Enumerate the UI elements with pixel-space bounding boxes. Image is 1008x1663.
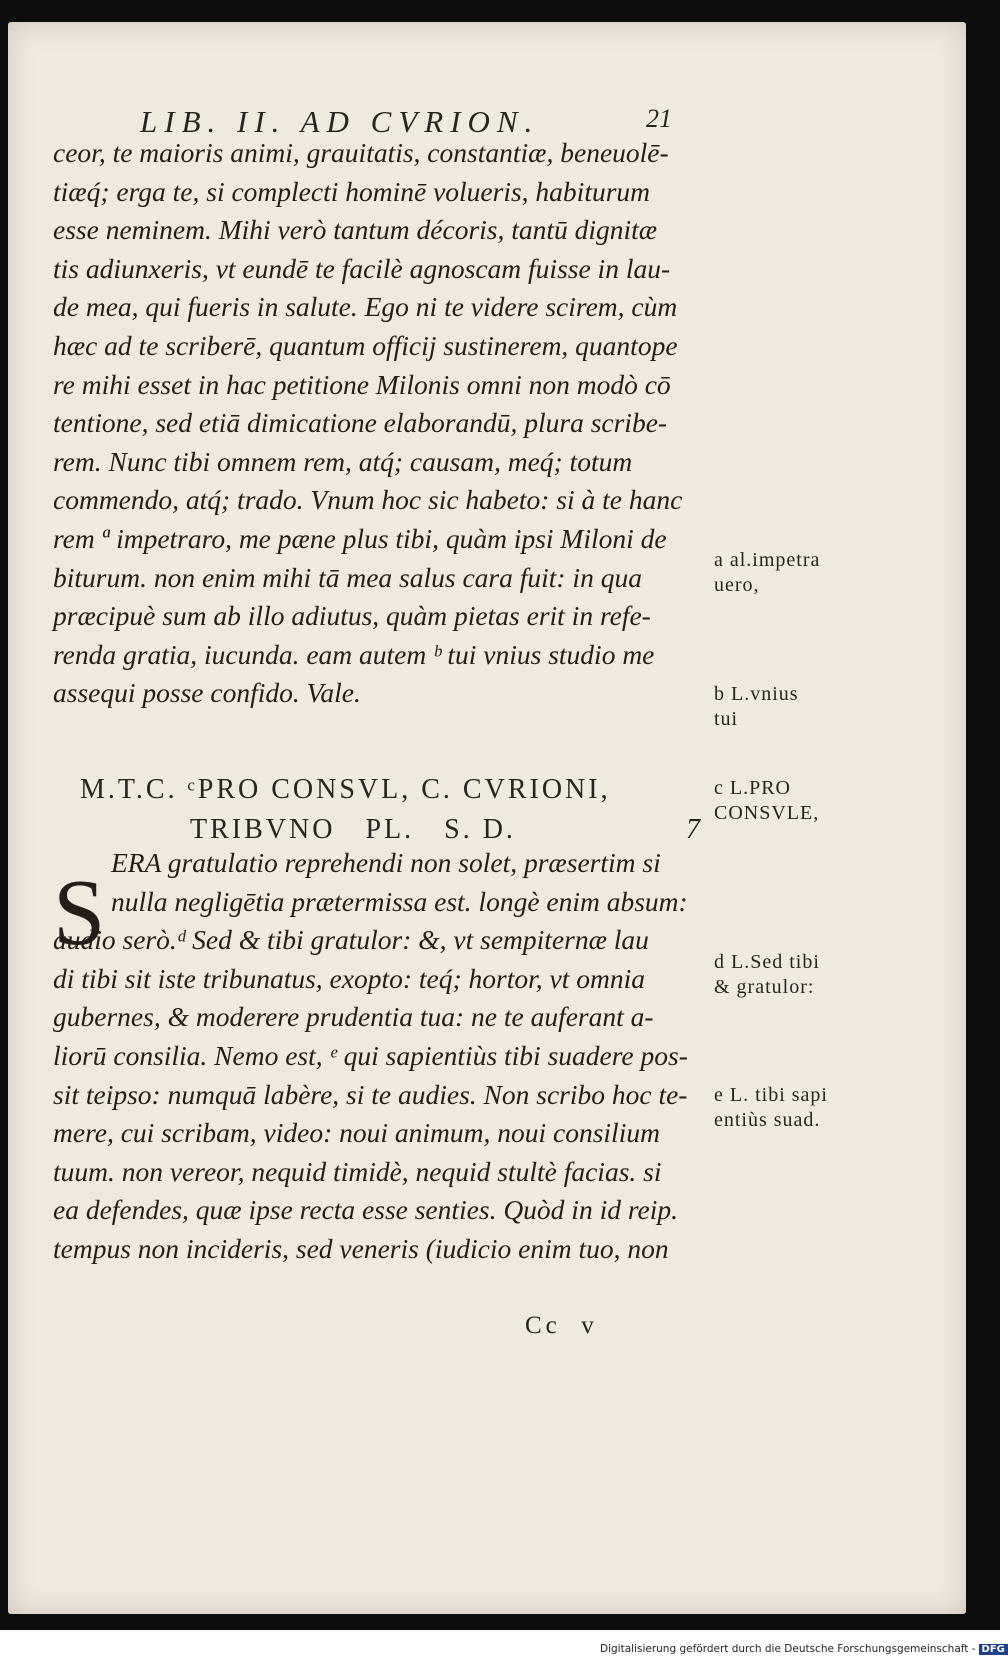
dfg-logo: DFG — [979, 1644, 1008, 1655]
letter-2-text — [53, 844, 703, 1269]
text-line: assequi posse confido. Vale. — [53, 677, 361, 709]
text-line: tempus non incideris, sed veneris (iudicio enim tuo, non — [53, 1232, 669, 1264]
text-line: rem ª impetraro, me pæne plus tibi, quàm ipsi Miloni de — [53, 522, 667, 554]
digitization-footer — [600, 1643, 1005, 1659]
margin-note-line: uero, — [714, 574, 760, 596]
margin-note-line: b L.vnius — [714, 683, 799, 705]
heading-line-2: TRIBVNO PL. S. D. — [190, 814, 516, 845]
margin-note-e — [714, 1083, 874, 1133]
letter-1-text — [53, 134, 703, 713]
text-line: re mihi esset in hac petitione Milonis omni non modò cō — [53, 368, 671, 400]
margin-note-line: entiùs suad. — [714, 1109, 821, 1131]
margin-note-line: CONSVLE, — [714, 802, 820, 824]
margin-note-line: c L.PRO — [714, 777, 791, 799]
margin-note-d — [714, 950, 874, 1000]
text-line: mere, cui scribam, video: noui animum, noui consilium — [53, 1117, 660, 1149]
margin-note-line: & gratulor: — [714, 976, 815, 998]
text-line: di tibi sit iste tribunatus, exopto: teq́; hortor, vt omnia — [53, 962, 645, 994]
page-number: 21 — [646, 104, 672, 133]
margin-note-line: a al.impetra — [714, 549, 821, 571]
text-line: audio serò.ᵈ Sed & tibi gratulor: &, vt sempiternæ lau — [53, 924, 649, 956]
text-line: tis adiunxeris, vt eundē te facilè agnoscam fuisse in lau- — [53, 252, 671, 284]
footer-text: Digitalisierung gefördert durch die Deutsche Forschungsgemeinschaft - — [600, 1643, 976, 1655]
text-line: ERA gratulatio reprehendi non solet, præsertim si — [111, 847, 661, 878]
text-line: tentione, sed etiā dimicatione elaborandū, plura scribe- — [53, 407, 668, 439]
text-line: nulla negligētia prætermissa est. longè enim absum: — [111, 885, 688, 917]
letter-heading — [80, 770, 700, 850]
text-line: ea defendes, quæ ipse recta esse senties. Quòd in id reip. — [53, 1194, 678, 1226]
drop-cap: S — [53, 861, 106, 965]
margin-note-line: d L.Sed tibi — [714, 951, 820, 973]
text-line: esse neminem. Mihi verò tantum décoris, tantū dignitæ — [53, 214, 658, 246]
text-line: biturum. non enim mihi tā mea salus cara fuit: in qua — [53, 561, 642, 593]
text-line: tuum. non vereor, nequid timidè, nequid stultè facias. si — [53, 1155, 662, 1187]
text-line: renda gratia, iucunda. eam autem ᵇ tui vnius studio me — [53, 638, 655, 670]
letter-number: 7 — [686, 814, 700, 845]
margin-note-b — [714, 682, 874, 732]
catchword: Cc v — [525, 1312, 598, 1339]
text-line: tiæq́; erga te, si complecti hominē volueris, habiturum — [53, 175, 651, 207]
margin-note-line: tui — [714, 708, 739, 730]
text-line: hæc ad te scriberē, quantum officij sustinerem, quantope — [53, 329, 678, 361]
text-line: gubernes, & moderere prudentia tua: ne te auferant a- — [53, 1001, 654, 1033]
heading-line-1: M.T.C. ᶜPRO CONSVL, C. CVRIONI, — [80, 774, 611, 805]
margin-note-line: e L. tibi sapi — [714, 1084, 828, 1106]
running-head-title: LIB. II. AD CVRION. — [140, 104, 540, 139]
text-line: ceor, te maioris animi, grauitatis, constantiæ, beneuolē- — [53, 137, 669, 168]
text-line: sit teipso: numquā labère, si te audies. Non scribo hoc te- — [53, 1078, 688, 1110]
margin-note-c — [714, 776, 874, 826]
text-line: liorū consilia. Nemo est, ᵉ qui sapientiùs tibi suadere pos- — [53, 1039, 688, 1071]
text-line: commendo, atq́; trado. Vnum hoc sic habeto: si à te hanc — [53, 484, 683, 516]
text-line: rem. Nunc tibi omnem rem, atq́; causam, meq́; totum — [53, 445, 633, 477]
text-line: de mea, qui fueris in salute. Ego ni te videre scirem, cùm — [53, 291, 678, 323]
text-line: præcipuè sum ab illo adiutus, quàm pietas erit in refe- — [53, 600, 651, 632]
margin-note-a — [714, 548, 874, 598]
